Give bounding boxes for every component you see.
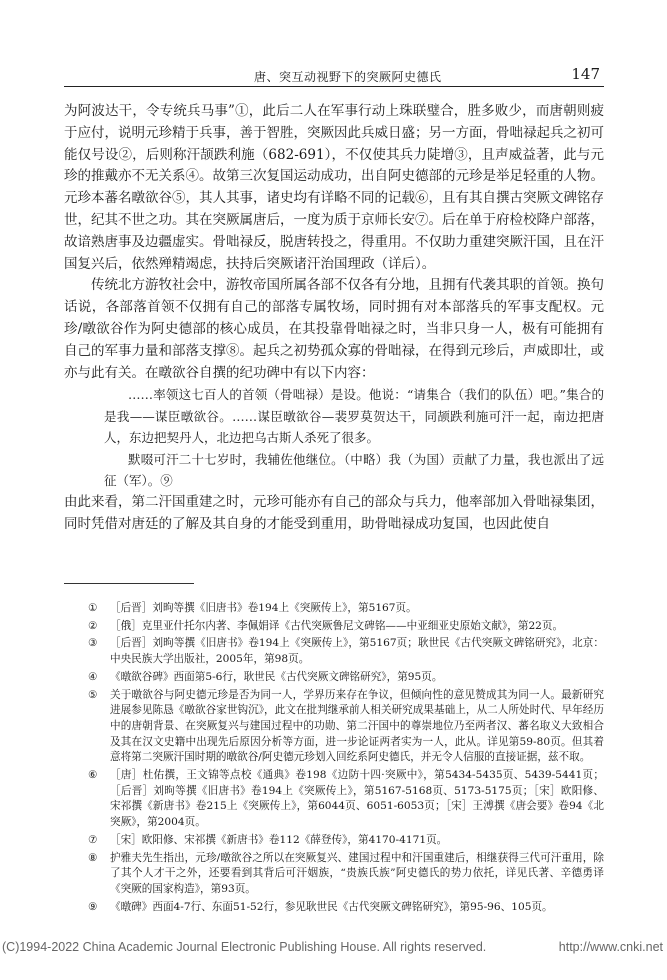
page-number: 147	[571, 65, 600, 83]
footnote-4	[88, 670, 604, 686]
footnote-marker: ⑨	[88, 900, 98, 913]
footnote-3	[88, 636, 604, 667]
running-header	[64, 64, 604, 87]
footnote-text: ［后晋］刘昫等撰《旧唐书》卷194上《突厥传上》，第5167页。	[110, 602, 417, 614]
footnote-marker: ③	[88, 637, 98, 650]
paragraph-3: 由此来看，第二汗国重建之时，元珍可能亦有自己的部众与兵力，他率部加入骨咄禄集团，同时凭借对唐廷的了解及其自身的才能受到重用，助骨咄禄成功复国，也因此使自	[64, 493, 604, 532]
footnote-marker: ①	[88, 602, 98, 614]
footnote-marker: ②	[88, 619, 98, 632]
footnote-marker: ⑦	[88, 833, 98, 846]
footnote-5	[88, 688, 604, 767]
footnote-9	[88, 900, 604, 916]
footnote-rule	[64, 583, 194, 584]
footnote-6	[88, 768, 604, 831]
footnote-8	[88, 851, 604, 898]
paragraph-1: 为阿波达干，令专统兵马事”①，此后二人在军事行动上珠联璧合，胜多败少，而唐朝则疲于应付，说明元珍精于兵事，善于智胜，突厥因此兵威日盛；另一方面，骨咄禄起兵之初可能仅号设②，后则称汗颉跌利施（682-691），不仅使其兵力陡增③，且声威益著，此与元珍的推戴亦不无关系④。故第三次复国运动成功，出自阿史德部的元珍是举足轻重的人物。元珍本蕃名暾欲谷⑤，其人其事，诸史均有详略不同的记载⑥，且有其自撰古突厥文碑铭存世，纪其不世之功。其在突厥属唐后，一度为质于京师长安⑦。后在单于府检校降户部落，故谙熟唐事及边疆虚实。骨咄禄反，脱唐转投之，得重用。不仅助力重建突厥汗国，且在汗国复兴后，依然殚精竭虑，扶持后突厥诸汗治国理政（详后）。	[64, 103, 604, 272]
footnote-1	[88, 601, 604, 617]
footnote-text: 关于暾欲谷与阿史德元珍是否为同一人，学界历来存在争议，但倾向性的意见赞成其为同一人。最新研究进展参见陈恳《暾欲谷家世钩沉》，此文在批判继承前人相关研究成果基础上，从二人所处时代、早年经历中的唐朝背景、在突厥复兴与建国过程中的功勋、第二汗国中的尊崇地位乃至两者汉、蕃名取义大致相合及其在汉文史籍中出现先后原因分析等方面，进一步论证两者实为一人，此从。详见第59-80页。但其着意将第二突厥汗国时期的暾欲谷/阿史德元珍划入回纥系阿史德氏，并无令人信服的直接证据，兹不取。	[110, 688, 604, 764]
footnote-text: 《暾碑》西面4-7行、东面51-52行，参见耿世民《古代突厥文碑铭研究》，第95-96、105页。	[110, 900, 553, 913]
quote-paragraph-2: 默啜可汗二十七岁时，我辅佐他继位。（中略）我（为国）贡献了力量，我也派出了远征（军）。⑨	[104, 451, 604, 489]
footnote-7	[88, 833, 604, 849]
copyright-text: (C)1994-2022 China Academic Journal Electronic Publishing House. All rights reserved.	[2, 940, 487, 954]
copyright-watermark	[2, 940, 665, 954]
footnote-text: ［唐］杜佑撰，王文锦等点校《通典》卷198《边防十四·突厥中》，第5434-5435页、5439-5441页；［后晋］刘昫等撰《旧唐书》卷194上《突厥传上》，第5167-5168页、5173-5175页；［宋］欧阳修、宋祁撰《新唐书》卷215上《突厥传上》，第6044页、6051-6053页；［宋］王溥撰《唐会要》卷94《北突厥》，第2004页。	[110, 769, 604, 829]
main-text	[64, 101, 604, 535]
block-quote	[104, 384, 604, 492]
footnote-text: ［宋］欧阳修、宋祁撰《新唐书》卷112《薛登传》，第4170-4171页。	[110, 833, 448, 846]
footnote-text: 护雅夫先生指出，元珍/暾欲谷之所以在突厥复兴、建国过程中和汗国重建后，相继获得三代可汗重用，除了其个人才干之外，还要看到其背后可汗姻族，“贵族氏族”阿史德氏的势力依托，详见氏著、辛德勇译《突厥的国家构造》，第93页。	[110, 851, 604, 895]
cnki-url: http://www.cnki.net	[558, 940, 663, 954]
quote-paragraph-1: ……率领这七百人的首领（骨咄禄）是设。他说：“请集合（我们的队伍）吧。”集合的是我——谋臣暾欲谷。……谋臣暾欲谷—裴罗莫贺达干，同颉跌利施可汗一起，南边把唐人，东边把契丹人，北边把乌古斯人杀死了很多。	[104, 387, 604, 446]
footnote-text: ［后晋］刘昫等撰《旧唐书》卷194上《突厥传上》，第5167页；耿世民《古代突厥文碑铭研究》，北京：中央民族大学出版社，2005年，第98页。	[110, 637, 604, 666]
running-title: 唐、突互动视野下的突厥阿史德氏	[254, 70, 442, 84]
footnote-marker: ⑧	[88, 851, 98, 864]
footnote-text: ［俄］克里亚什托尔内著、李佩娟译《古代突厥鲁尼文碑铭——中亚细亚史原始文献》，第22页。	[110, 619, 564, 632]
footnote-marker: ⑥	[88, 769, 98, 782]
footnote-marker: ④	[88, 670, 98, 683]
footnote-text: 《暾欲谷碑》西面第5-6行，耿世民《古代突厥文碑铭研究》，第95页。	[110, 670, 443, 683]
footnote-marker: ⑤	[88, 688, 98, 701]
footnote-2	[88, 619, 604, 635]
paragraph-2: 传统北方游牧社会中，游牧帝国所属各部不仅各有分地，且拥有代袭其职的首领。换句话说，各部落首领不仅拥有自己的部落专属牧场，同时拥有对本部落兵的军事支配权。元珍/暾欲谷作为阿史德部的核心成员，在其投靠骨咄禄之时，当非只身一人，极有可能拥有自己的军事力量和部落支撑⑧。起兵之初势孤众寡的骨咄禄，在得到元珍后，声威即壮，或亦与此有关。在暾欲谷自撰的纪功碑中有以下内容：	[64, 277, 604, 381]
footnotes	[88, 601, 604, 917]
